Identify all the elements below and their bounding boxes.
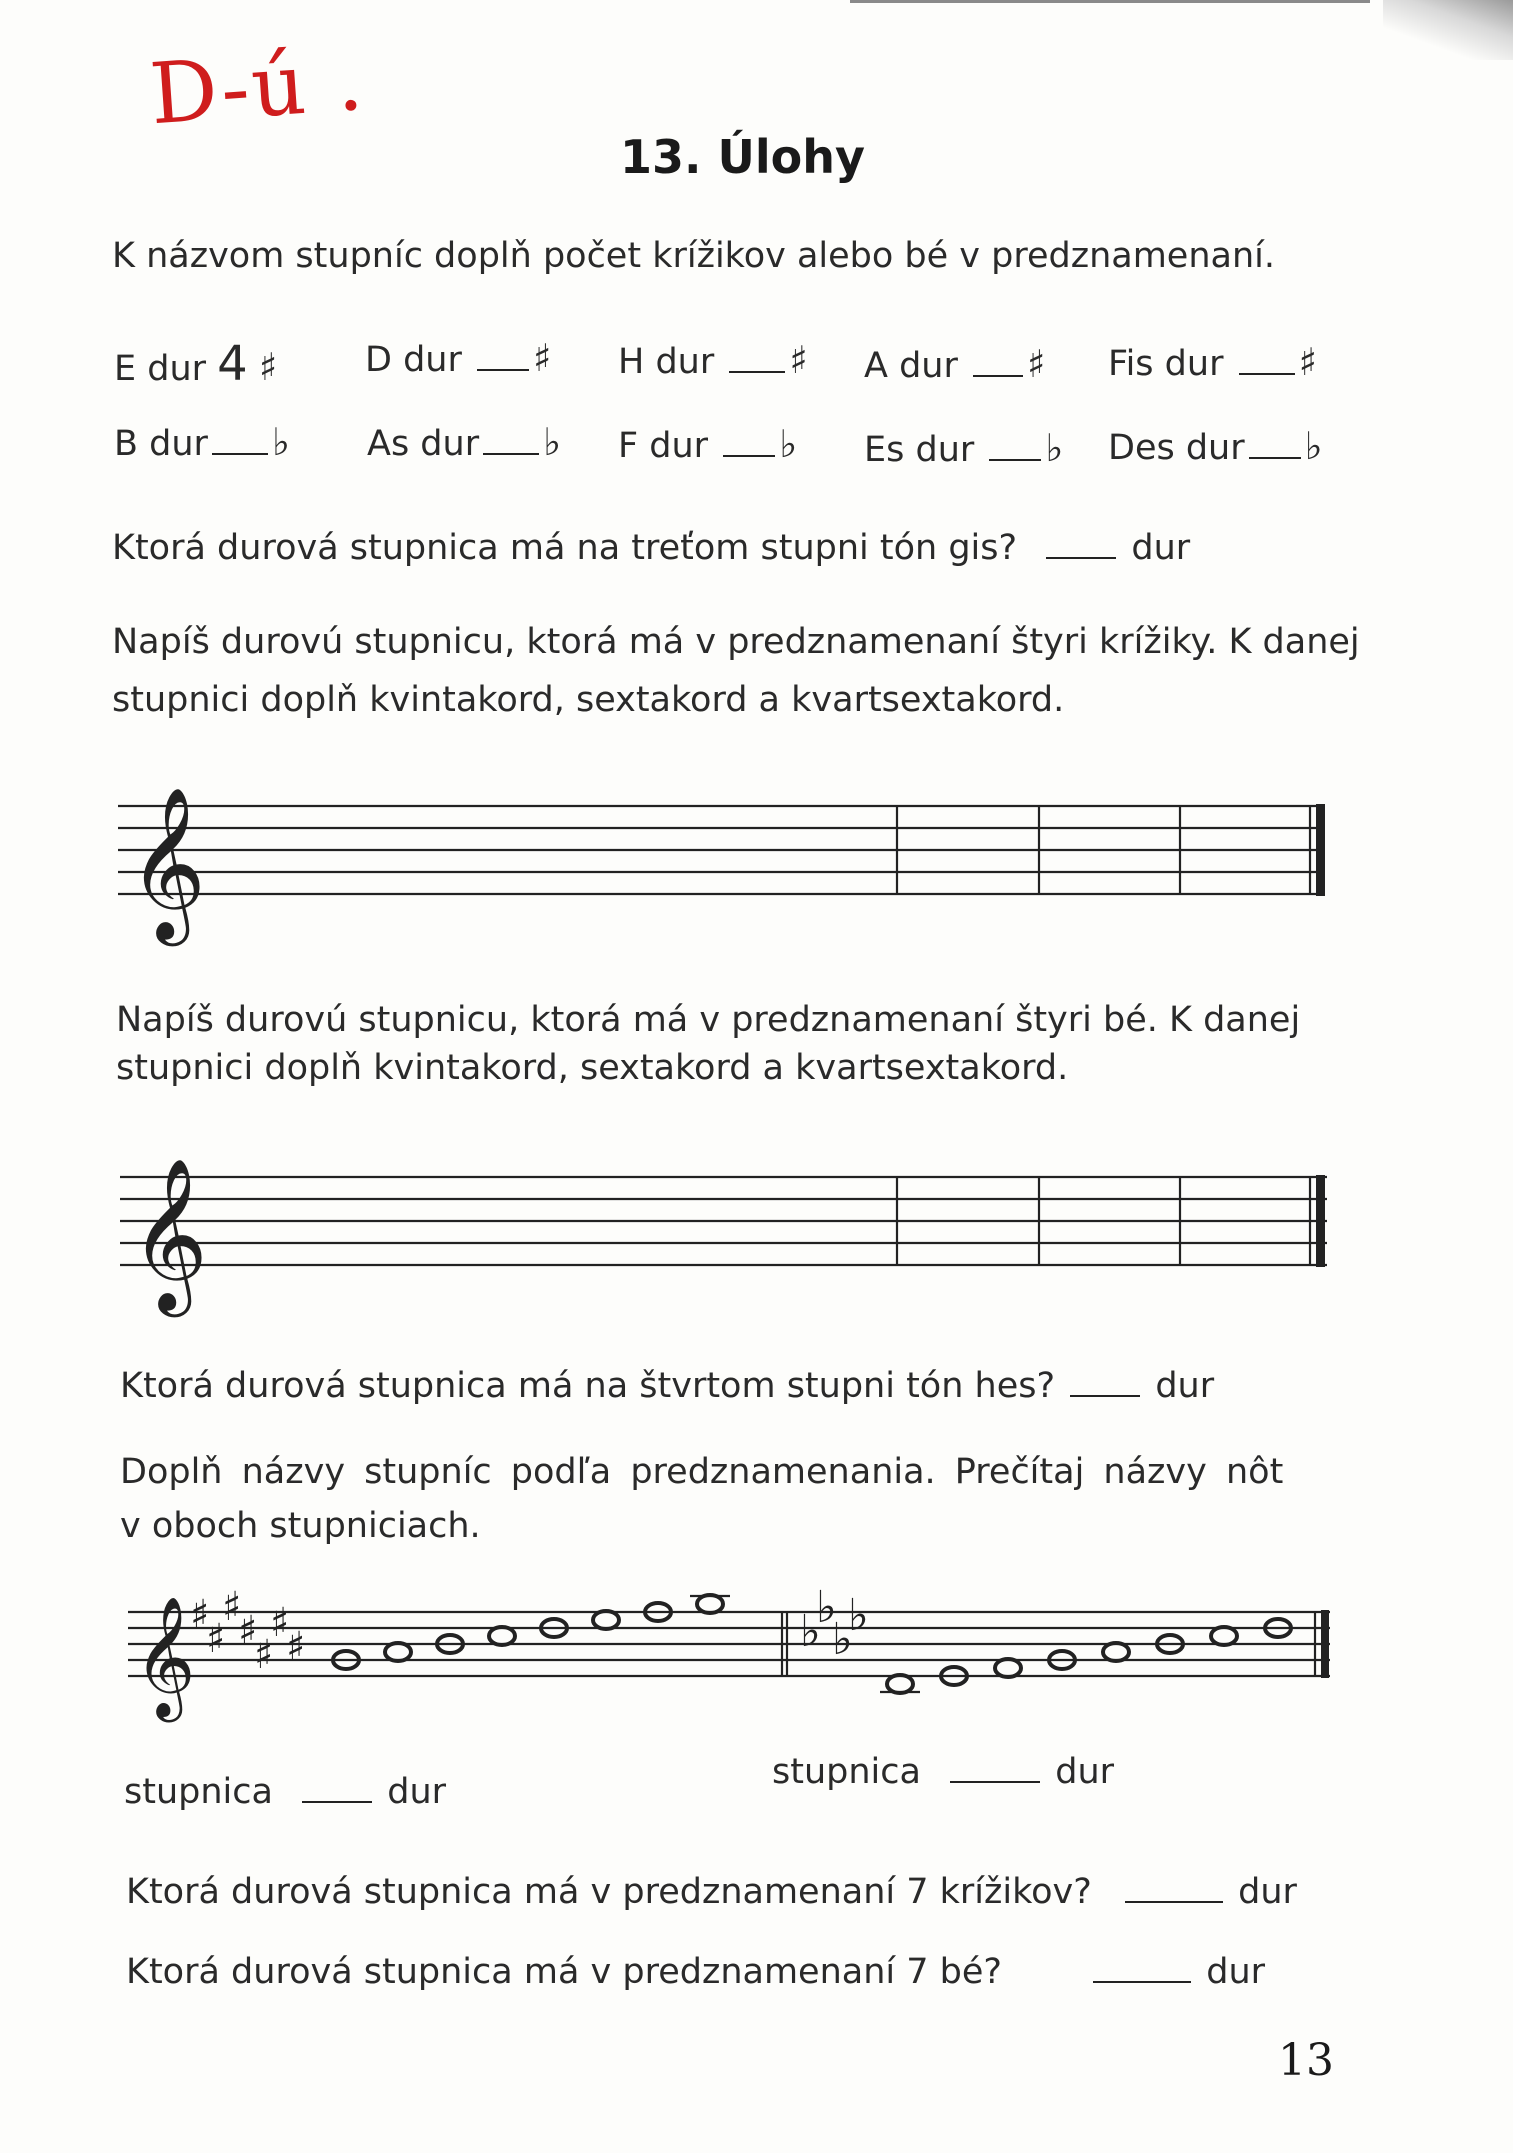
scale-label: Des dur [1108, 428, 1245, 468]
whole-note [489, 1627, 515, 1645]
dur-suffix: dur [1155, 1366, 1215, 1406]
flat-icon: ♭ [1304, 424, 1323, 468]
flats-item-b [114, 420, 290, 464]
scale-label: D dur [365, 340, 462, 380]
sharp-icon: ♯ [270, 1600, 290, 1646]
answer-blank[interactable] [1239, 373, 1295, 375]
answer-blank[interactable] [1046, 557, 1116, 559]
stupnica-label: stupnica [124, 1772, 273, 1812]
task2-question [112, 528, 1190, 568]
flats-item-as [367, 420, 561, 464]
whole-note [385, 1643, 411, 1661]
flats-item-es [864, 426, 1063, 470]
task4-line1: Napíš durovú stupnicu, ktorá má v predznamenaní štyri bé. K danej [116, 1000, 1301, 1040]
sharps-item-e [114, 336, 277, 392]
scan-corner-shadow [1383, 0, 1513, 60]
sharp-icon: ♯ [254, 1632, 274, 1678]
answer-blank[interactable] [1125, 1901, 1223, 1903]
page-title: 13. Úlohy [620, 130, 865, 184]
answer-blank[interactable] [950, 1781, 1040, 1783]
answer-blank[interactable] [477, 369, 529, 371]
scale-label: Es dur [864, 430, 975, 470]
task6-line1: Doplň názvy stupníc podľa predznamenania. Prečítaj názvy nôt [120, 1452, 1284, 1492]
treble-clef-icon: 𝄞 [134, 1595, 196, 1717]
flat-icon: ♭ [1045, 426, 1064, 470]
flat-icon: ♭ [543, 420, 562, 464]
staff-task3[interactable] [110, 760, 1340, 960]
sharps-item-a [864, 342, 1045, 386]
treble-clef-icon: 𝄞 [130, 1157, 209, 1311]
whole-note [995, 1659, 1021, 1677]
answer-blank[interactable] [212, 453, 268, 455]
sharp-icon: ♯ [286, 1624, 306, 1670]
staff-task6-scales [120, 1570, 1340, 1720]
question-text: Ktorá durová stupnica má v predznamenaní 7 bé? [126, 1952, 1002, 1992]
staff-task4[interactable] [112, 1125, 1342, 1325]
sharp-icon: ♯ [190, 1592, 210, 1638]
key-signature-flats [800, 1582, 869, 1665]
whole-note [697, 1595, 723, 1613]
sharp-icon: ♯ [533, 336, 552, 380]
answer-blank[interactable] [973, 375, 1023, 377]
flats-item-f [618, 422, 797, 466]
question-text: Ktorá durová stupnica má na štvrtom stupni tón hes? [120, 1366, 1056, 1406]
task5-question [120, 1366, 1214, 1406]
question-text: Ktorá durová stupnica má v predznamenaní 7 krížikov? [126, 1872, 1092, 1912]
dur-suffix: dur [1055, 1752, 1115, 1792]
answer-blank[interactable] [723, 455, 775, 457]
flat-icon: ♭ [271, 420, 290, 464]
sharp-icon: ♯ [222, 1584, 242, 1630]
sharp-icon: ♯ [206, 1616, 226, 1662]
answer-blank[interactable] [1070, 1395, 1140, 1397]
whole-note [593, 1611, 619, 1629]
scale-label: F dur [618, 426, 709, 466]
task8-question [126, 1952, 1265, 1992]
answer-blank[interactable] [483, 453, 539, 455]
scale-label: As dur [367, 424, 480, 464]
task6-line2: v oboch stupniciach. [120, 1506, 481, 1546]
task1-instruction: K názvom stupníc doplň počet krížikov alebo bé v predznamenaní. [112, 236, 1275, 276]
scale-notes-left [333, 1595, 730, 1669]
sharp-icon: ♯ [1298, 340, 1317, 384]
sharp-icon: ♯ [258, 345, 278, 389]
flat-icon: ♭ [779, 422, 798, 466]
flat-icon: ♭ [848, 1590, 869, 1641]
stupnica-label: stupnica [772, 1752, 921, 1792]
flats-item-des [1108, 424, 1323, 468]
dur-suffix: dur [1238, 1872, 1297, 1912]
sharps-item-h [618, 338, 808, 382]
page-number: 13 [1278, 2035, 1334, 2086]
handwritten-note: D-ú . [146, 30, 368, 144]
flat-icon: ♭ [816, 1582, 837, 1633]
whole-note [887, 1675, 913, 1693]
scale-label: H dur [618, 342, 715, 382]
answer-blank[interactable] [1249, 457, 1301, 459]
question-text: Ktorá durová stupnica má na treťom stupni tón gis? [112, 528, 1018, 568]
task7-question [126, 1872, 1297, 1912]
whole-note [1103, 1643, 1129, 1661]
dur-suffix: dur [387, 1772, 447, 1812]
key-signature-sharps [190, 1584, 305, 1678]
scale-label: E dur [114, 349, 207, 389]
scan-edge [850, 0, 1370, 3]
task3-line2: stupnici doplň kvintakord, sextakord a kvartsextakord. [112, 680, 1065, 720]
sharps-item-fis [1108, 340, 1317, 384]
answer-blank[interactable] [729, 371, 785, 373]
answer-blank[interactable] [989, 459, 1041, 461]
task3-line1: Napíš durovú stupnicu, ktorá má v predznamenaní štyri krížiky. K danej [112, 622, 1360, 662]
answer-blank[interactable] [1093, 1981, 1191, 1983]
answer-blank[interactable] [302, 1801, 372, 1803]
scale-label: A dur [864, 346, 958, 386]
dur-suffix: dur [1206, 1952, 1266, 1992]
flat-icon: ♭ [832, 1614, 853, 1665]
answer-handwritten: 4 [217, 336, 248, 392]
task4-line2: stupnici doplň kvintakord, sextakord a kvartsextakord. [116, 1048, 1069, 1088]
scale-right-answer [772, 1752, 1114, 1792]
dur-suffix: dur [1131, 528, 1191, 568]
sharp-icon: ♯ [238, 1608, 258, 1654]
scale-label: B dur [114, 424, 208, 464]
scale-left-answer [124, 1772, 446, 1812]
scale-notes-right [880, 1619, 1291, 1693]
sharp-icon: ♯ [789, 338, 808, 382]
flat-icon: ♭ [800, 1606, 821, 1657]
sharp-icon: ♯ [1027, 342, 1046, 386]
treble-clef-icon: 𝄞 [128, 786, 207, 940]
whole-note [1211, 1627, 1237, 1645]
scale-label: Fis dur [1108, 344, 1224, 384]
sharps-item-d [365, 336, 551, 380]
